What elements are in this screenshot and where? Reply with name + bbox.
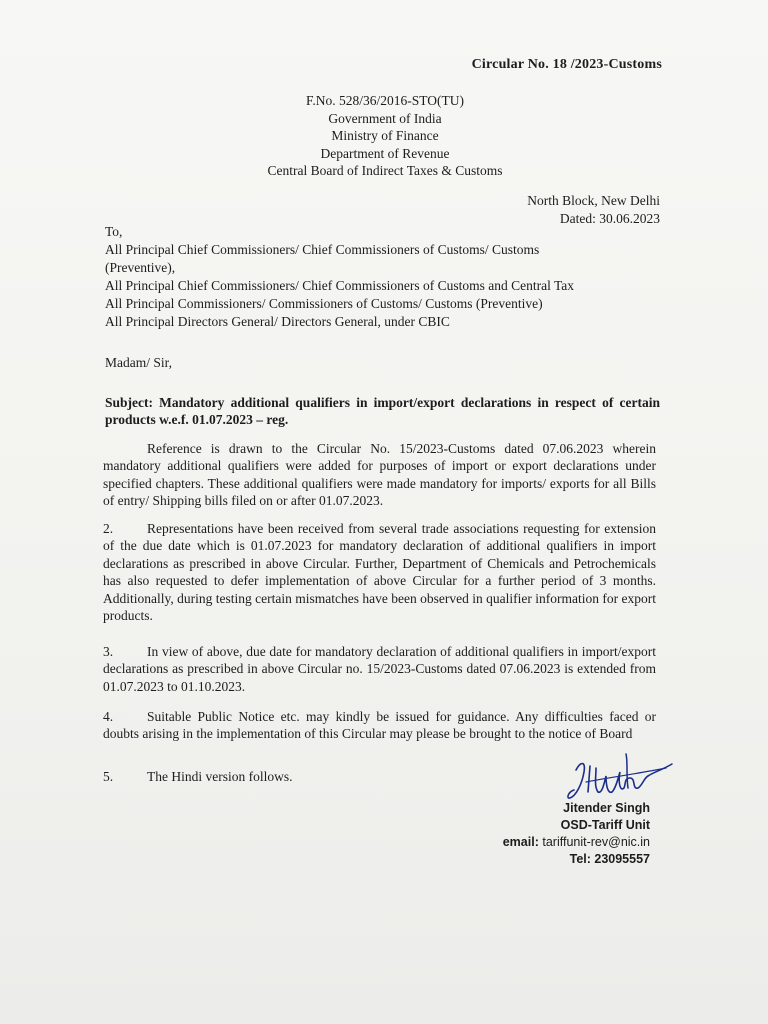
paragraph-4-text: Suitable Public Notice etc. may kindly be issued for guidance. Any difficulties faced or doubts arising in the implementation of this Circular may please be brought to the notice of Board: [103, 709, 656, 742]
addressee-line: (Preventive),: [105, 260, 176, 275]
addressees: [105, 223, 665, 331]
paragraph-1: [103, 440, 656, 510]
signatory-email-line: [503, 834, 650, 851]
addressee-line: All Principal Chief Commissioners/ Chief Commissioners of Customs and Central Tax: [105, 278, 575, 293]
paragraph-number: 4.: [103, 709, 114, 724]
paragraph-3-text: In view of above, due date for mandatory declaration of additional qualifiers in import/export declarations as prescribed in above Circular no. 15/2023-Customs dated 07.06.2023 is extended from 01.07.2023 to 01.10.2023.: [103, 644, 656, 694]
paragraph-4: [103, 708, 656, 743]
paragraph-number: 2.: [103, 521, 114, 536]
paragraph-3: [103, 643, 656, 695]
handwritten-signature: [566, 748, 676, 808]
subject: Subject: Mandatory additional qualifiers in import/export declarations in respect of certain products w.e.f. 01.07.2023 – reg.: [105, 395, 660, 427]
board-line: Central Board of Indirect Taxes & Customs: [267, 163, 503, 178]
circular-number: Circular No. 18 /2023-Customs: [471, 57, 662, 72]
department-line: Department of Revenue: [320, 145, 450, 161]
paragraph-2: [103, 520, 656, 624]
file-number: F.No. 528/36/2016-STO(TU): [305, 93, 465, 108]
salutation: Madam/ Sir,: [105, 355, 172, 370]
date: Dated: 30.06.2023: [559, 211, 660, 226]
addressee-line: All Principal Directors General/ Directors General, under CBIC: [105, 314, 450, 329]
paragraph-1-text: Reference is drawn to the Circular No. 15/2023-Customs dated 07.06.2023 wherein mandatory additional qualifiers were added for purposes of import or export declarations under specified chapters. These additional qualifiers were made mandatory for imports/ exports for all Bills of entry/ Shipping bills filed on or after 01.07.2023.: [103, 441, 656, 509]
letterhead: [200, 92, 570, 180]
paragraph-number: 3.: [103, 644, 114, 659]
to-label: To,: [105, 224, 123, 239]
email-label: email:: [502, 835, 539, 849]
ministry-line: Ministry of Finance: [331, 128, 439, 143]
signatory-designation: OSD-Tariff Unit: [560, 818, 650, 832]
email-address[interactable]: tariffunit-rev@nic.in: [542, 835, 650, 849]
signatory-name: Jitender Singh: [563, 801, 650, 815]
addressee-line: All Principal Chief Commissioners/ Chief Commissioners of Customs/ Customs: [105, 242, 540, 257]
addressee-line: All Principal Commissioners/ Commissioners of Customs/ Customs (Preventive): [105, 296, 543, 311]
location: North Block, New Delhi: [527, 193, 660, 208]
paragraph-number: 5.: [103, 769, 114, 784]
paragraph-2-text: Representations have been received from several trade associations requesting for extension of the due date which is 01.07.2023 for mandatory declaration of additional qualifiers in import declarations as prescribed in above Circular. Further, Department of Chemicals and Petrochemicals has also requested to defer implementation of above Circular for a further period of 3 months. Additionally, during testing certain mismatches have been observed in qualifier information for export products.: [103, 521, 656, 624]
government-line: Government of India: [328, 110, 442, 126]
signatory-telephone: Tel: 23095557: [569, 852, 650, 866]
paragraph-5-text: The Hindi version follows.: [147, 769, 293, 784]
signatory-block: [503, 800, 650, 868]
